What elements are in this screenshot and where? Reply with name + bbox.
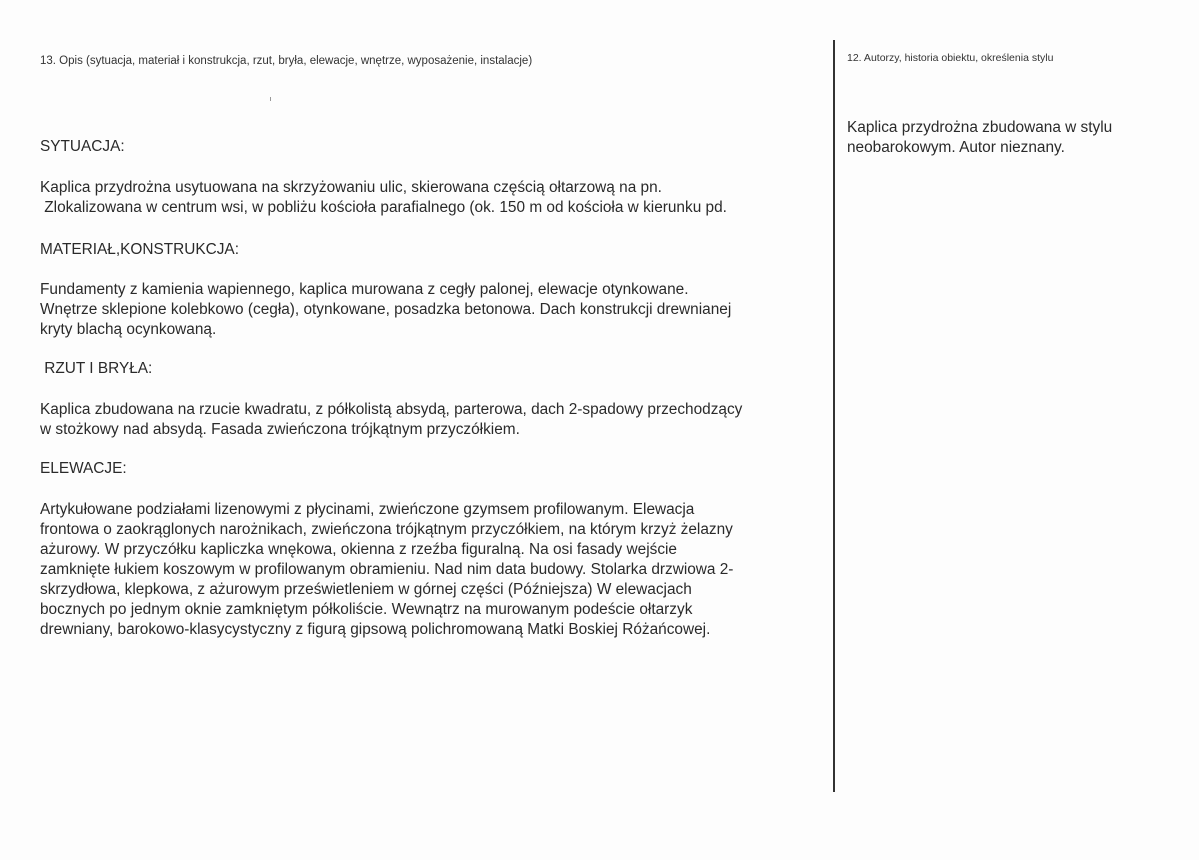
text-line: frontowa o zaokrąglonych narożnikach, zwieńczona trójkątnym przyczółkiem, na którym krzyż żelazny: [40, 521, 733, 538]
heading-sytuacja: SYTUACJA:: [40, 138, 125, 155]
text-line: kryty blachą ocynkowaną.: [40, 321, 217, 338]
scan-speck: [270, 97, 271, 101]
text-line: Fundamenty z kamienia wapiennego, kaplica murowana z cegły palonej, elewacje otynkowane.: [40, 281, 689, 298]
section-12-header: 12. Autorzy, historia obiektu, określenia stylu: [847, 52, 1054, 64]
text-line: drewniany, barokowo-klasycystyczny z figurą gipsową polichromowaną Matki Boskiej Różańcowej.: [40, 621, 711, 638]
text-line: w stożkowy nad absydą. Fasada zwieńczona trójkątnym przyczółkiem.: [40, 421, 520, 438]
paragraph-material-konstrukcja: [40, 280, 731, 340]
text-line: Zlokalizowana w centrum wsi, w pobliżu kościoła parafialnego (ok. 150 m od kościoła w kierunku pd.: [40, 199, 727, 216]
text-line: ażurowy. W przyczółku kapliczka wnękowa, okienna z rzeźba figuralną. Na osi fasady wejście: [40, 541, 677, 558]
text-line: bocznych po jednym oknie zamkniętym półkoliście. Wewnątrz na murowanym podeście ołtarzyk: [40, 601, 693, 618]
text-line: zamknięte łukiem koszowym w profilowanym obramieniu. Nad nim data budowy. Stolarka drzwiowa 2-: [40, 561, 734, 578]
text-line: skrzydłowa, klepkowa, z ażurowym prześwietleniem w górnej części (Późniejsza) W elewacjach: [40, 581, 692, 598]
text-line: Kaplica zbudowana na rzucie kwadratu, z półkolistą absydą, parterowa, dach 2-spadowy przechodzący: [40, 401, 743, 418]
heading-rzut-bryla: RZUT I BRYŁA:: [40, 360, 153, 377]
text-line: Wnętrze sklepione kolebkowo (cegła), otynkowane, posadzka betonowa. Dach konstrukcji drewnianej: [40, 301, 732, 318]
text-line: Kaplica przydrożna zbudowana w stylu: [847, 119, 1113, 136]
heading-elewacje: ELEWACJE:: [40, 460, 127, 477]
heading-material-konstrukcja: MATERIAŁ,KONSTRUKCJA:: [40, 241, 239, 258]
text-line: Kaplica przydrożna usytuowana na skrzyżowaniu ulic, skierowana częścią ołtarzową na pn.: [40, 179, 662, 196]
paragraph-elewacje: [40, 500, 733, 640]
paragraph-rzut-bryla: [40, 400, 742, 440]
text-line: Artykułowane podziałami lizenowymi z płycinami, zwieńczone gzymsem profilowanym. Elewacja: [40, 501, 695, 518]
column-divider: [833, 40, 835, 792]
paragraph-sytuacja: [40, 178, 727, 218]
text-line: neobarokowym. Autor nieznany.: [847, 139, 1065, 156]
paragraph-authors: [847, 118, 1112, 158]
section-13-header: 13. Opis (sytuacja, materiał i konstrukcja, rzut, bryła, elewacje, wnętrze, wyposażenie, instalacje): [40, 55, 533, 67]
